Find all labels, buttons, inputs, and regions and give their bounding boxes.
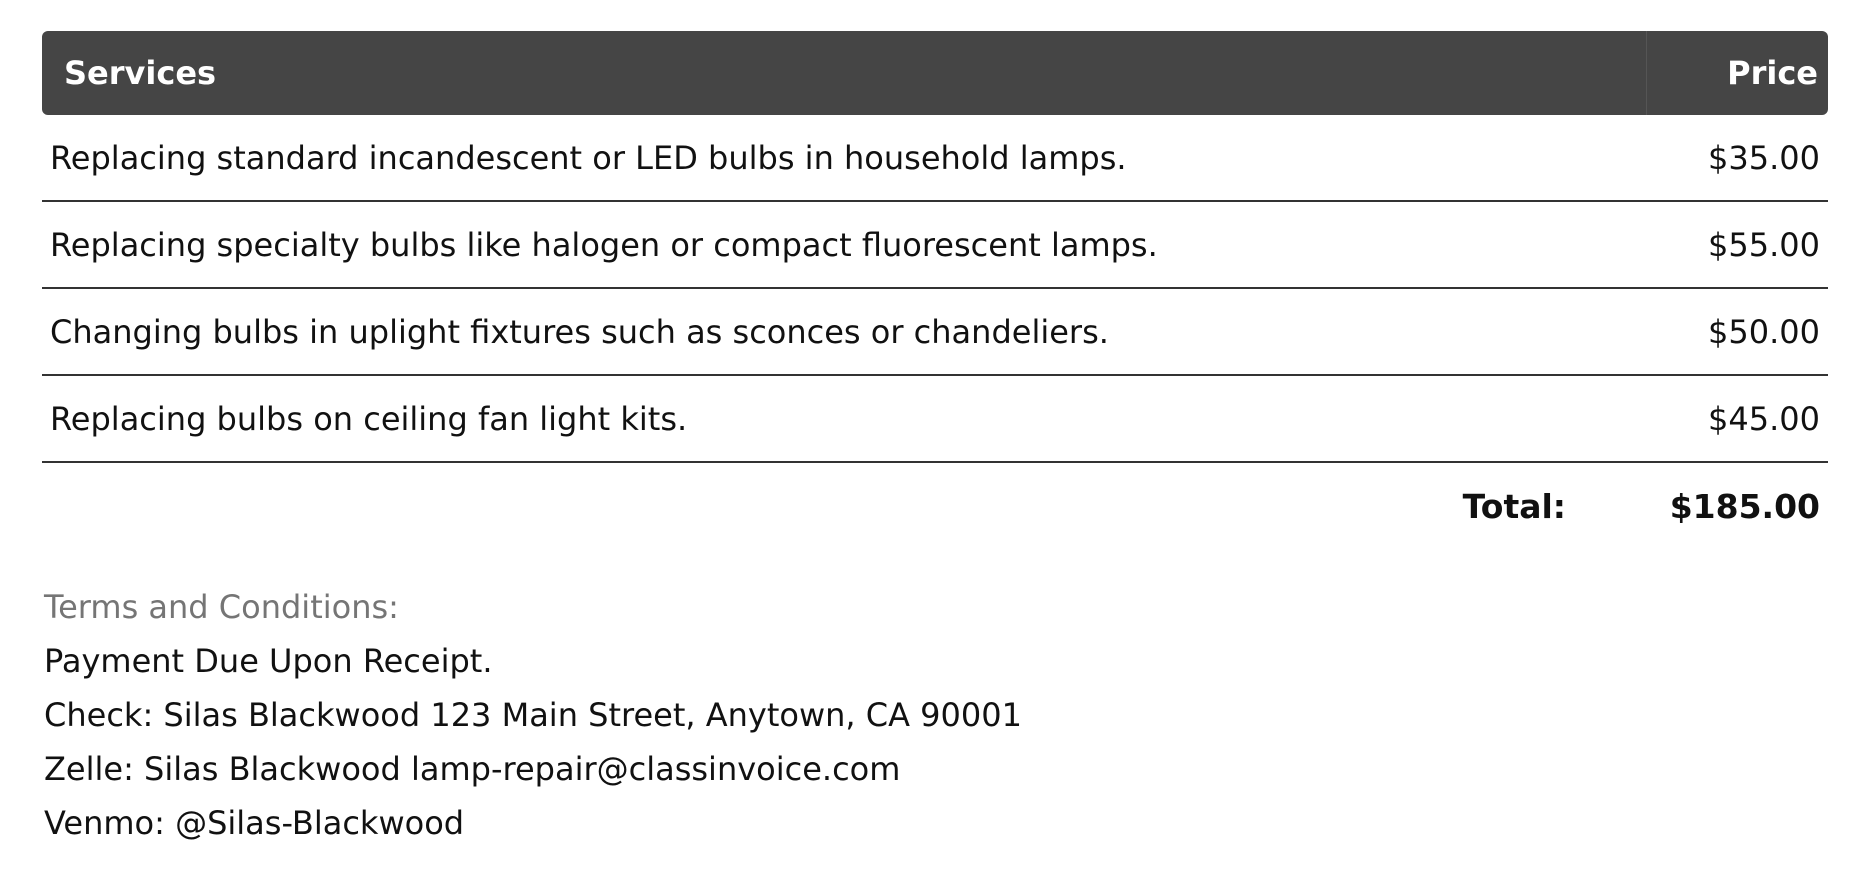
service-description: Changing bulbs in uplight fixtures such as sconces or chandeliers. bbox=[42, 288, 1646, 375]
table-row bbox=[42, 201, 1828, 288]
total-row bbox=[42, 463, 1828, 549]
service-description: Replacing specialty bulbs like halogen or compact fluorescent lamps. bbox=[42, 201, 1646, 288]
service-price: $55.00 bbox=[1646, 201, 1828, 288]
services-table bbox=[42, 31, 1828, 463]
service-price: $35.00 bbox=[1646, 115, 1828, 201]
invoice-services-section bbox=[42, 31, 1828, 549]
service-price: $45.00 bbox=[1646, 375, 1828, 462]
service-description: Replacing bulbs on ceiling fan light kits. bbox=[42, 375, 1646, 462]
terms-section bbox=[44, 580, 1022, 850]
table-row bbox=[42, 375, 1828, 462]
services-table-header bbox=[42, 31, 1828, 115]
service-price: $50.00 bbox=[1646, 288, 1828, 375]
terms-line-venmo: Venmo: @Silas-Blackwood bbox=[44, 804, 465, 842]
total-label: Total: bbox=[1462, 487, 1566, 526]
terms-line-zelle: Zelle: Silas Blackwood lamp-repair@classinvoice.com bbox=[44, 750, 901, 788]
header-services: Services bbox=[42, 31, 1646, 115]
terms-heading: Terms and Conditions: bbox=[44, 588, 399, 626]
service-description: Replacing standard incandescent or LED bulbs in household lamps. bbox=[42, 115, 1646, 201]
total-value: $185.00 bbox=[1669, 487, 1820, 526]
terms-line-payment: Payment Due Upon Receipt. bbox=[44, 642, 493, 680]
terms-line-check: Check: Silas Blackwood 123 Main Street, Anytown, CA 90001 bbox=[44, 696, 1022, 734]
table-row bbox=[42, 288, 1828, 375]
table-row bbox=[42, 115, 1828, 201]
header-price: Price bbox=[1646, 31, 1828, 115]
